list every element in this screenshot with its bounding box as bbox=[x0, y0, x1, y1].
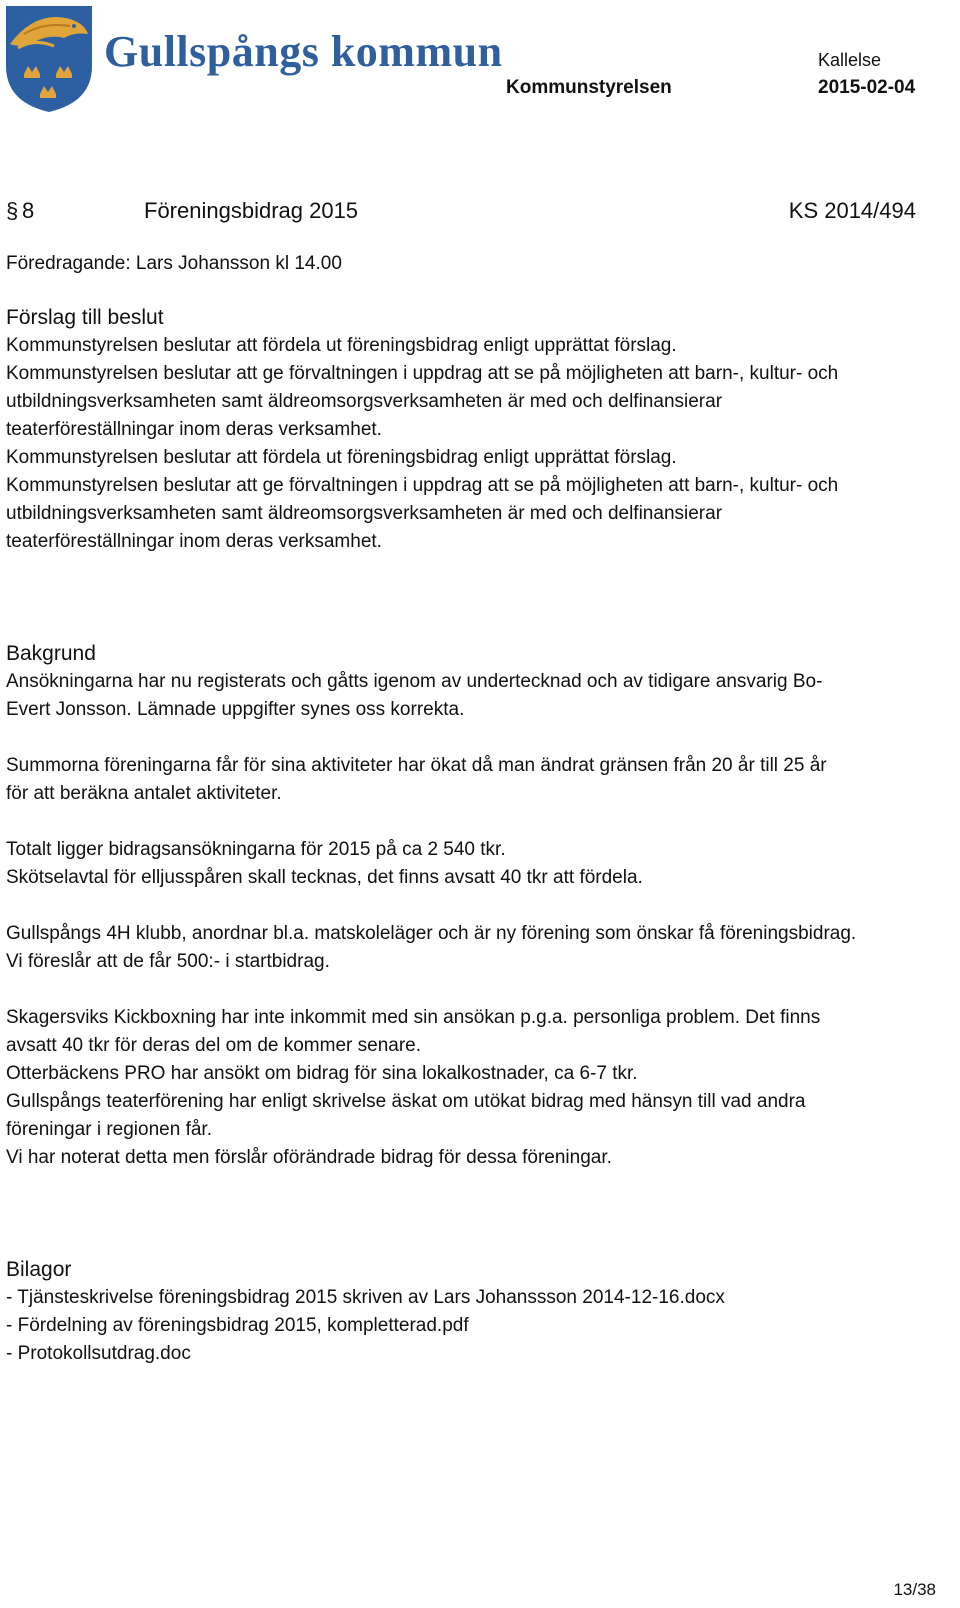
page-number: 13/38 bbox=[893, 1580, 936, 1599]
text-line: Evert Jonsson. Lämnade uppgifter synes oss korrekta. bbox=[6, 699, 465, 720]
organization-name: Kommunstyrelsen bbox=[506, 77, 672, 98]
section-number: 8 bbox=[22, 198, 35, 223]
document-type: Kallelse bbox=[818, 50, 882, 70]
text-line: Skagersviks Kickboxning har inte inkommit med sin ansökan p.g.a. personliga problem. Det finns bbox=[6, 1007, 821, 1028]
presenter-line: Föredragande: Lars Johansson kl 14.00 bbox=[6, 253, 342, 274]
proposal-line: Kommunstyrelsen beslutar att ge förvaltningen i uppdrag att se på möjligheten att barn-, kultur- och bbox=[6, 475, 839, 496]
proposal-line: Kommunstyrelsen beslutar att ge förvaltningen i uppdrag att se på möjligheten att barn-, kultur- och bbox=[6, 363, 839, 384]
text-line: Gullspångs 4H klubb, anordnar bl.a. matskoleläger och är ny förening som önskar få föreningsbidrag. bbox=[6, 923, 857, 944]
proposal-line: teaterföreställningar inom deras verksamhet. bbox=[6, 531, 382, 552]
section-title: Föreningsbidrag 2015 bbox=[144, 198, 359, 223]
text-line: Summorna föreningarna får för sina aktiviteter har ökat då man ändrat gränsen från 20 år till 25 år bbox=[6, 755, 827, 776]
text-line: för att beräkna antalet aktiviteter. bbox=[6, 783, 282, 804]
text-line: föreningar i regionen får. bbox=[6, 1119, 212, 1140]
text-line: Otterbäckens PRO har ansökt om bidrag för sina lokalkostnader, ca 6-7 tkr. bbox=[6, 1063, 638, 1084]
background-paragraph bbox=[6, 752, 946, 808]
proposal-text bbox=[6, 332, 946, 556]
text-line: Gullspångs teaterförening har enligt skrivelse äskat om utökat bidrag med hänsyn till vad andra bbox=[6, 1091, 806, 1112]
text-line: Ansökningarna har nu registerats och gåtts igenom av undertecknad och av tidigare ansvarig Bo- bbox=[6, 671, 823, 692]
case-reference: KS 2014/494 bbox=[788, 198, 916, 223]
proposal-line: teaterföreställningar inom deras verksamhet. bbox=[6, 419, 382, 440]
background-heading: Bakgrund bbox=[6, 642, 96, 665]
municipality-name: Gullspångs kommun bbox=[104, 27, 503, 76]
background-paragraph bbox=[6, 920, 946, 976]
text-line: Totalt ligger bidragsansökningarna för 2015 på ca 2 540 tkr. bbox=[6, 839, 506, 860]
text-line: Vi föreslår att de får 500:- i startbidrag. bbox=[6, 951, 330, 972]
paragraph-symbol: § bbox=[6, 198, 19, 223]
text-line: avsatt 40 tkr för deras del om de kommer senare. bbox=[6, 1035, 422, 1056]
section-heading bbox=[6, 198, 916, 228]
attachment-item: - Protokollsutdrag.doc bbox=[6, 1343, 191, 1364]
proposal-line: utbildningsverksamheten samt äldreomsorgsverksamheten är med och delfinansierar bbox=[6, 503, 723, 524]
attachment-item: - Fördelning av föreningsbidrag 2015, kompletterad.pdf bbox=[6, 1315, 469, 1336]
proposal-line: Kommunstyrelsen beslutar att fördela ut föreningsbidrag enligt upprättat förslag. bbox=[6, 447, 677, 468]
page-header bbox=[0, 0, 960, 120]
municipality-coat-of-arms-icon bbox=[4, 4, 94, 114]
text-line: Vi har noterat detta men förslår oförändrade bidrag för dessa föreningar. bbox=[6, 1147, 612, 1168]
background-paragraph bbox=[6, 1004, 946, 1172]
attachment-item: - Tjänsteskrivelse föreningsbidrag 2015 skriven av Lars Johanssson 2014-12-16.docx bbox=[6, 1287, 725, 1308]
document-body bbox=[6, 250, 946, 1368]
proposal-line: utbildningsverksamheten samt äldreomsorgsverksamheten är med och delfinansierar bbox=[6, 391, 723, 412]
proposal-heading: Förslag till beslut bbox=[6, 306, 164, 329]
attachments-heading: Bilagor bbox=[6, 1258, 72, 1281]
background-paragraph bbox=[6, 668, 946, 724]
proposal-line: Kommunstyrelsen beslutar att fördela ut föreningsbidrag enligt upprättat förslag. bbox=[6, 335, 677, 356]
attachments-list bbox=[6, 1284, 946, 1368]
background-paragraph bbox=[6, 836, 946, 892]
document-date: 2015-02-04 bbox=[818, 77, 916, 98]
text-line: Skötselavtal för elljusspåren skall tecknas, det finns avsatt 40 tkr att fördela. bbox=[6, 867, 643, 888]
